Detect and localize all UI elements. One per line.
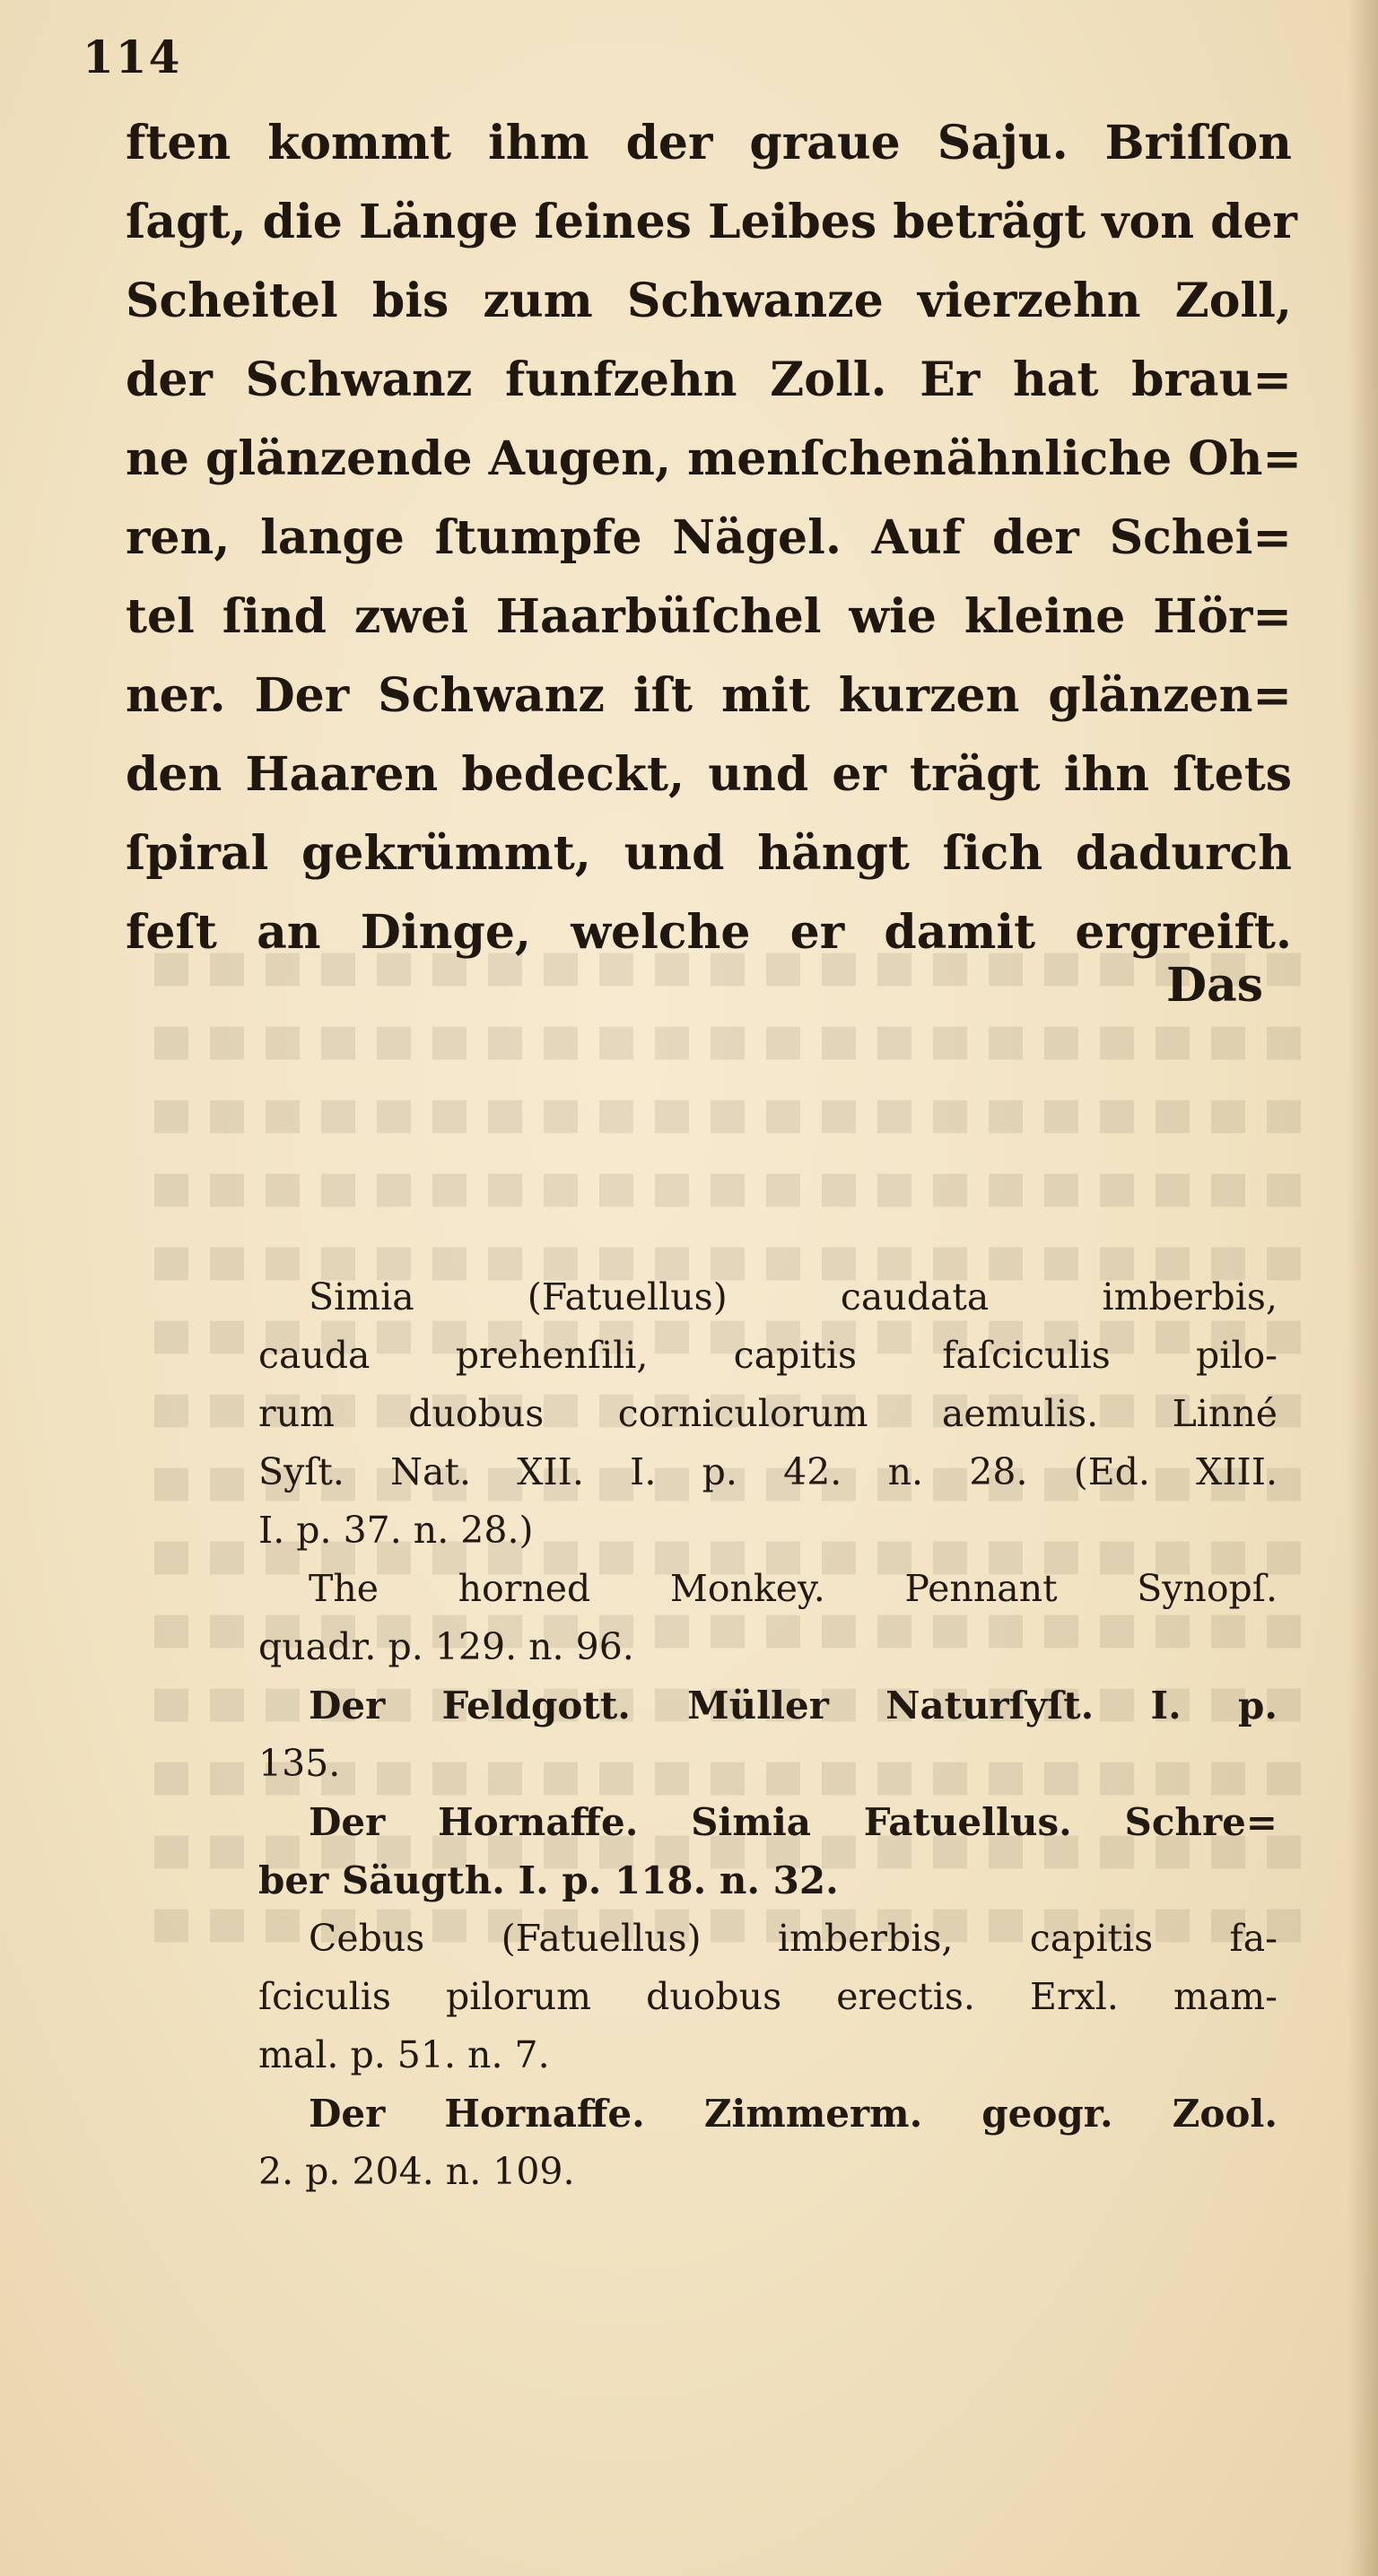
catchword: Das <box>1166 958 1264 1013</box>
page-number: 114 <box>83 30 182 83</box>
footnote-line: cauda prehenſili, capitis faſciculis pilo- <box>258 1334 1278 1377</box>
main-text-line: tel ſind zwei Haarbüſchel wie kleine Hör= <box>126 589 1292 644</box>
footnote-block <box>258 1268 1278 2201</box>
main-text-line: ne glänzende Augen, menſchenähnliche Oh= <box>126 431 1302 486</box>
footnote-line: ſciculis pilorum duobus erectis. Erxl. mam- <box>258 1975 1278 2018</box>
footnote-line: Der Hornaffe. Simia Fatuellus. Schre= <box>309 1800 1278 1844</box>
footnote-line: I. p. 37. n. 28.) <box>258 1509 534 1552</box>
spine-shadow <box>1347 0 1378 2576</box>
main-text-line: der Schwanz funfzehn Zoll. Er hat brau= <box>126 352 1292 407</box>
main-text-line: Scheitel bis zum Schwanze vierzehn Zoll, <box>126 274 1292 328</box>
footnote-line: 2. p. 204. n. 109. <box>258 2150 575 2193</box>
footnote-line: Der Feldgott. Müller Naturſyſt. I. p. <box>309 1684 1278 1727</box>
main-text-line: den Haaren bedeckt, und er trägt ihn ſtets <box>126 747 1292 802</box>
main-text-line: ften kommt ihm der graue Saju. Briſſon <box>126 116 1292 170</box>
footnote-line: 135. <box>258 1742 341 1785</box>
main-text-line: ſagt, die Länge ſeines Leibes beträgt von der <box>126 195 1297 249</box>
footnote-line: Simia (Fatuellus) caudata imberbis, <box>309 1275 1278 1318</box>
main-text-line: feſt an Dinge, welche er damit ergreift. <box>126 905 1292 960</box>
main-text-line: ner. Der Schwanz iſt mit kurzen glänzen= <box>126 668 1292 723</box>
footnote-line: quadr. p. 129. n. 96. <box>258 1625 634 1668</box>
footnote-line: ber Säugth. I. p. 118. n. 32. <box>258 1858 839 1902</box>
main-text-block <box>126 104 1302 972</box>
footnote-line: mal. p. 51. n. 7. <box>258 2033 550 2076</box>
main-text-line: ren, lange ſtumpfe Nägel. Auf der Schei= <box>126 510 1292 565</box>
footnote-line: Cebus (Fatuellus) imberbis, capitis fa- <box>309 1917 1278 1960</box>
footnote-line: rum duobus corniculorum aemulis. Linné <box>258 1392 1278 1435</box>
footnote-line: Syſt. Nat. XII. I. p. 42. n. 28. (Ed. XIII. <box>258 1450 1278 1493</box>
footnote-line: Der Hornaffe. Zimmerm. geogr. Zool. <box>309 2092 1278 2136</box>
footnote-line: The horned Monkey. Pennant Synopſ. <box>309 1567 1278 1610</box>
main-text-line: ſpiral gekrümmt, und hängt ſich dadurch <box>126 826 1292 881</box>
